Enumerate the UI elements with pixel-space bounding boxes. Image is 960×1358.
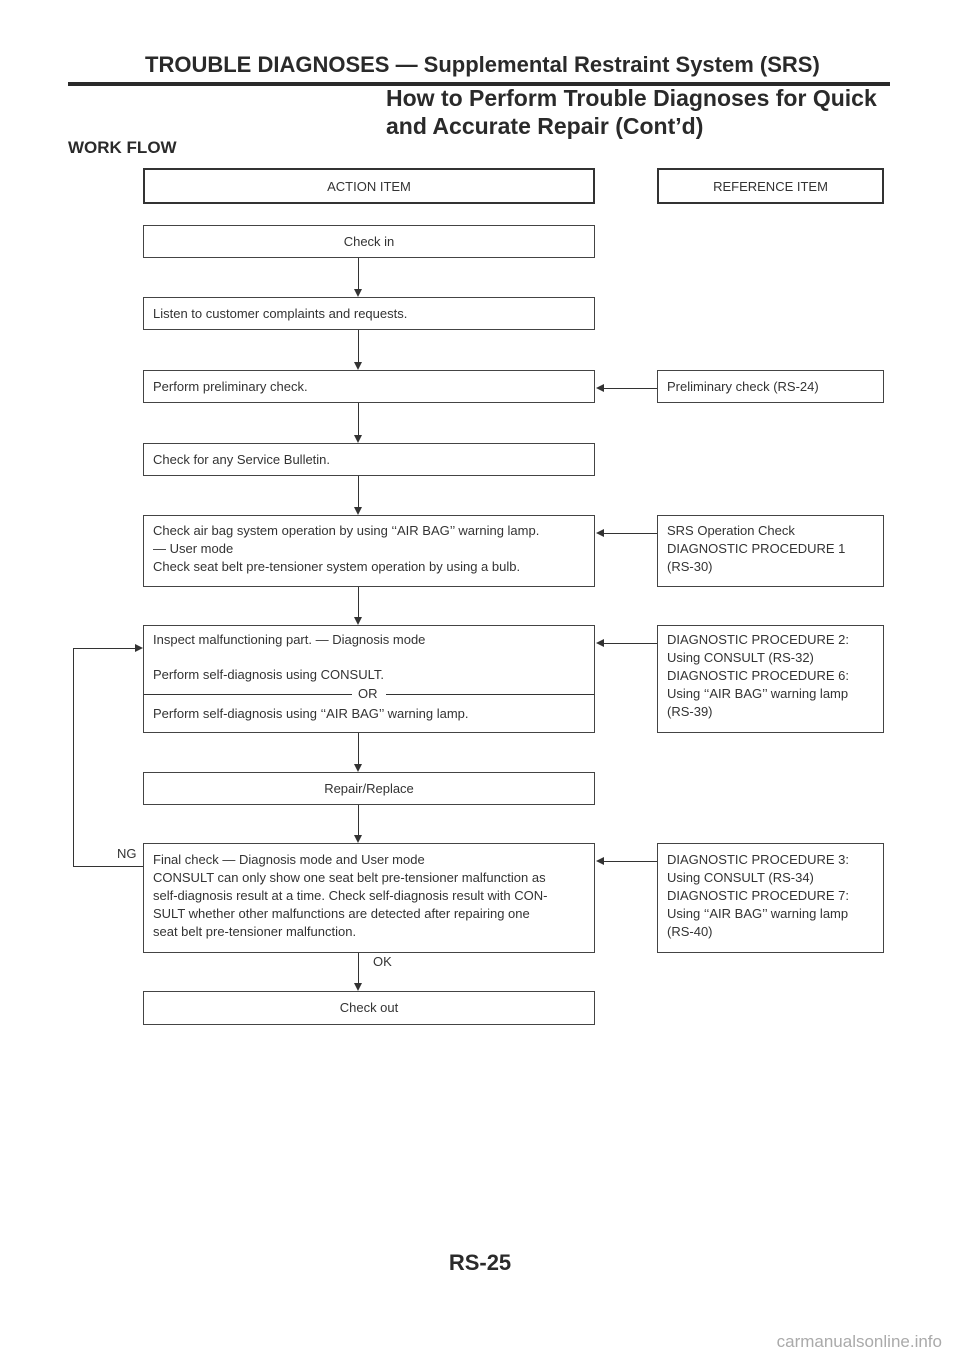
step-inspect-line-3: Perform self-diagnosis using ‘‘AIR BAG’’ warning lamp.	[153, 706, 469, 721]
connector-2	[358, 330, 359, 362]
ref-diagnostic-2-6-label: DIAGNOSTIC PROCEDURE 2: Using CONSULT (RS-32) DIAGNOSTIC PROCEDURE 6: Using ‘‘AIR BAG’’ warning lamp (RS-39)	[667, 632, 850, 719]
step-repair	[143, 772, 595, 805]
ref-connector-preliminary	[603, 388, 657, 389]
connector-4	[358, 476, 359, 507]
step-inspect-line-1: Inspect malfunctioning part. — Diagnosis mode	[153, 632, 426, 647]
step-check-out	[143, 991, 595, 1025]
ref-diagnostic-2-6	[657, 625, 884, 733]
step-listen	[143, 297, 595, 330]
step-bulletin-label: Check for any Service Bulletin.	[153, 452, 331, 467]
ok-label: OK	[373, 954, 392, 969]
ref-connector-diag-3-7	[603, 861, 657, 862]
arrow-down-3	[354, 435, 362, 443]
ng-connector-top	[73, 648, 135, 649]
arrow-down-7	[354, 835, 362, 843]
ref-srs-operation	[657, 515, 884, 587]
arrow-down-6	[354, 764, 362, 772]
step-check-in	[143, 225, 595, 258]
action-item-header-label: ACTION ITEM	[327, 179, 411, 194]
watermark: carmanualsonline.info	[776, 1332, 942, 1351]
ng-label: NG	[117, 846, 137, 861]
step-final-check-label: Final check — Diagnosis mode and User mode CONSULT can only show one seat belt pre-tensioner malfunction as self-diagnosis result at a time. Check self-diagnosis result with CON- SULT whether other malfunctions are detected after repairing one seat belt pre-tensioner malfunction.	[153, 852, 548, 939]
arrow-down-8	[354, 983, 362, 991]
or-divider-right	[386, 694, 594, 695]
reference-item-header-label: REFERENCE ITEM	[713, 179, 828, 194]
arrow-down-4	[354, 507, 362, 515]
or-divider-left	[144, 694, 352, 695]
connector-5	[358, 587, 359, 617]
action-item-header	[143, 168, 595, 204]
connector-3	[358, 403, 359, 435]
ref-diagnostic-3-7	[657, 843, 884, 953]
ref-connector-srs	[603, 533, 657, 534]
connector-7	[358, 805, 359, 835]
or-label: OR	[358, 686, 378, 701]
arrow-left-preliminary	[596, 384, 604, 392]
subtitle-line-2: and Accurate Repair (Cont’d)	[386, 113, 704, 139]
step-listen-label: Listen to customer complaints and requests.	[153, 306, 408, 321]
connector-8	[358, 953, 359, 983]
arrow-right-ng	[135, 644, 143, 652]
ref-srs-operation-label: SRS Operation Check DIAGNOSTIC PROCEDURE 1 (RS-30)	[667, 523, 846, 574]
ng-connector-vertical	[73, 648, 74, 867]
step-preliminary	[143, 370, 595, 403]
subtitle-line-1: How to Perform Trouble Diagnoses for Quick	[386, 85, 877, 111]
ref-diagnostic-3-7-label: DIAGNOSTIC PROCEDURE 3: Using CONSULT (RS-34) DIAGNOSTIC PROCEDURE 7: Using ‘‘AIR BAG’’ warning lamp (RS-40)	[667, 852, 850, 939]
step-airbag-operation	[143, 515, 595, 587]
step-inspect	[143, 625, 595, 733]
ref-connector-diag-2-6	[603, 643, 657, 644]
page-number: RS-25	[448, 1250, 512, 1275]
arrow-left-diag-3-7	[596, 857, 604, 865]
arrow-left-diag-2-6	[596, 639, 604, 647]
connector-6	[358, 733, 359, 764]
step-inspect-line-2: Perform self-diagnosis using CONSULT.	[153, 667, 384, 682]
section-title: WORK FLOW	[68, 138, 177, 157]
arrow-left-srs	[596, 529, 604, 537]
step-preliminary-label: Perform preliminary check.	[153, 379, 308, 394]
ref-preliminary-label: Preliminary check (RS-24)	[667, 379, 819, 394]
step-check-out-label: Check out	[339, 1000, 399, 1015]
step-check-in-label: Check in	[343, 234, 395, 249]
step-repair-label: Repair/Replace	[324, 781, 414, 796]
arrow-down-5	[354, 617, 362, 625]
arrow-down-2	[354, 362, 362, 370]
page-header-subtitle	[386, 84, 877, 140]
reference-item-header	[657, 168, 884, 204]
ng-connector-bottom	[73, 866, 143, 867]
arrow-down-1	[354, 289, 362, 297]
step-bulletin	[143, 443, 595, 476]
connector-1	[358, 258, 359, 289]
page-header-title: TROUBLE DIAGNOSES — Supplemental Restraint System (SRS)	[145, 52, 820, 77]
ref-preliminary	[657, 370, 884, 403]
step-airbag-operation-label: Check air bag system operation by using ‘‘AIR BAG’’ warning lamp. — User mode Check seat belt pre-tensioner system operation by using a bulb.	[153, 523, 540, 574]
step-final-check	[143, 843, 595, 953]
